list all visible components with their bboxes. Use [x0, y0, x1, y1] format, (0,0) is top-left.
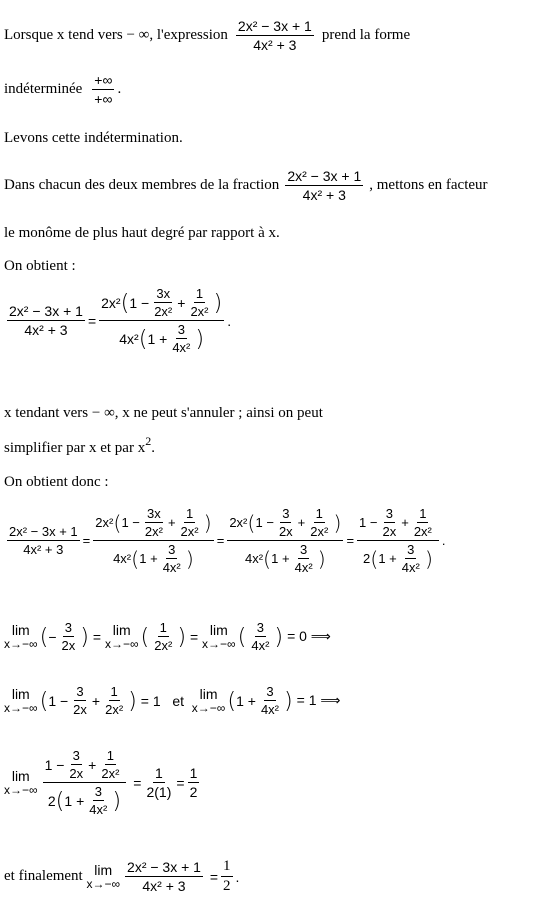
- final-text: et finalement: [4, 868, 83, 884]
- eq2-step3: [357, 506, 439, 575]
- lim-final: lim x→−∞: [86, 861, 121, 891]
- rhs-numerator: 2x² ( 1 − $\frac{3x}{\text{2x²}}$ + $\frac{1}{\text{2x²}}$ ): [101, 286, 223, 319]
- eq2-lhs: [7, 524, 80, 557]
- rhs-num-one-minus: 1 −: [129, 294, 150, 311]
- period: .: [227, 312, 232, 329]
- lim-3: lim x→−∞: [202, 621, 236, 651]
- indeterminate-line: [4, 72, 121, 107]
- indeterminate-text: indéterminée: [4, 81, 83, 97]
- obtain-therefore-text: On obtient donc :: [4, 474, 109, 490]
- infinity-fraction: [92, 72, 114, 107]
- one-and: = 1 et: [140, 692, 184, 709]
- eq2-step2: [227, 506, 343, 575]
- one-implies: = 1 ⟹: [296, 692, 341, 708]
- rhs-denominator: 4x² ( 1 + $\frac{3}{\text{4x²}}$ ): [119, 322, 205, 355]
- lim-5: lim x→−∞: [191, 685, 226, 715]
- fraction-repeat-numerator: 2x² − 3x + 1: [287, 168, 362, 184]
- rhs-den-prefix: 4x²: [119, 330, 139, 347]
- zero-implies: = 0 ⟹: [287, 628, 331, 644]
- paragraph-lift: Levons cette indétermination.: [4, 130, 183, 146]
- simplify-text: simplifier par x et par x: [4, 440, 146, 456]
- factor-line: [4, 168, 488, 203]
- square-exponent: 2: [145, 433, 152, 448]
- eq2-step2-num: 2x² ( 1 − $\frac{3}{2x}$ + $\frac{1}{\text{2x²}}$ ): [229, 506, 342, 539]
- monomial-text: le monôme de plus haut degré par rapport à x.: [4, 225, 280, 241]
- simplified-equation: $\frac{\text{2x² − 3x + 1}}{\text{4x² + 3}}$ = 2x² ( 1 − $\frac{3x}{\text{2x²}}$ + $\frac{1}{\text{2x²}}$ ) 4x² ( 1 + $\frac{3}{\text{4x²}}$ ) = 2x² ( 1 − $\frac{3}{2x}$ + $\frac{1}{\text{2x²}}$ ) 4x² ( 1 + $\frac{3}{\text{4x²}}$ ) = 1 − $\frac{3}{2x}$ + $\frac{1}{\text{2x²}}$ 2 ( 1 + $\frac{3}{\text{4x²}}$ ) .: [9, 506, 446, 575]
- rhs-den-one-plus: 1 +: [147, 330, 168, 347]
- main-fraction-numerator: 2x² − 3x + 1: [237, 18, 312, 34]
- eq2-step1-num: 2x² ( 1 − $\frac{3x}{\text{2x²}}$ + $\frac{1}{\text{2x²}}$ ): [95, 506, 212, 539]
- lim-6: lim x→−∞: [4, 767, 38, 797]
- tending-text: x tendant vers − ∞, x ne peut s'annuler ; ainsi on peut: [4, 405, 323, 421]
- simplify-line: simplifier par x et par $x^2$.: [4, 433, 155, 456]
- plus-sign: +: [177, 294, 186, 311]
- eq2-step1-den: 4x² ( 1 + $\frac{3}{\text{4x²}}$ ): [113, 542, 194, 575]
- intro-line: [4, 18, 410, 53]
- frac-1-num: 1: [195, 286, 204, 301]
- frac-3x-num: 3x: [156, 286, 171, 301]
- one-half: $\frac{1}{2}$: [189, 765, 198, 800]
- eq2-lhs-den: 4x² + 3: [23, 542, 64, 557]
- infinity-numerator: +∞: [94, 72, 113, 88]
- eq2-step3-num: 1 − $\frac{3}{2x}$ + $\frac{1}{\text{2x²}}$: [357, 506, 439, 541]
- period: .: [117, 81, 122, 97]
- final-math: lim x→−∞ $\frac{\text{2x² − 3x + 1}}{\text{4x² + 3}}$ = $\frac{1}{2}$ .: [86, 858, 240, 894]
- obtain-text: On obtient :: [4, 258, 76, 274]
- frac-3-den: 4x²: [172, 340, 191, 355]
- intro-end-text: prend la forme: [321, 27, 411, 43]
- eq2-lhs-num: 2x² − 3x + 1: [9, 524, 78, 539]
- eq2-step3-den: 2 ( 1 + $\frac{3}{\text{4x²}}$ ): [362, 542, 433, 575]
- factored-equation: [4, 286, 231, 355]
- limits-zero-line: lim x→−∞ ( − $\frac{3}{2x}$ ) = lim x→−∞ ( $\frac{1}{\text{2x²}}$ ) = lim x→−∞ ( $\frac{3}{\text{4x²}}$ ) = 0 ⟹: [4, 620, 331, 653]
- frac-3x-den: 2x²: [154, 304, 173, 319]
- one-over-two-one: $\frac{1}{2(1)}$: [146, 765, 172, 800]
- big-fraction: 1 − $\frac{3}{2x}$ + $\frac{1}{\text{2x²}}$ 2 ( 1 + $\frac{3}{\text{4x²}}$ ): [43, 748, 127, 817]
- fraction-repeat-denominator: 4x² + 3: [302, 187, 346, 203]
- intro-minus-infinity: − ∞, l'expression: [126, 27, 228, 43]
- lim-1: lim x→−∞: [4, 621, 38, 651]
- equals-sign: =: [87, 312, 97, 329]
- limit-result-line: lim x→−∞ 1 − $\frac{3}{2x}$ + $\frac{1}{\text{2x²}}$ 2 ( 1 + $\frac{3}{\text{4x²}}$ ) = $\frac{1}{2(1)}$ = $\frac{1}{2}$: [4, 748, 198, 817]
- lhs-denominator: 4x² + 3: [24, 322, 68, 338]
- lhs-fraction: [7, 303, 85, 338]
- fraction-repeat: [285, 168, 363, 203]
- frac-3-num: 3: [177, 322, 185, 337]
- eq2-step1: [93, 506, 213, 575]
- factor-end-text: , mettons en facteur: [369, 177, 488, 193]
- eq2-step2-den: 4x² ( 1 + $\frac{3}{\text{4x²}}$ ): [244, 542, 326, 575]
- rhs-fraction: [99, 286, 224, 355]
- main-fraction: [236, 18, 314, 53]
- lhs-numerator: 2x² − 3x + 1: [9, 303, 83, 319]
- final-line: [4, 858, 239, 895]
- rhs-num-prefix: 2x²: [101, 294, 121, 311]
- limits-one-line: lim x→−∞ ( 1 − $\frac{3}{2x}$ + $\frac{1}{\text{2x²}}$ ) = 1 et lim x→−∞ ( 1 + $\frac{3}{\text{4x²}}$ ) = 1 ⟹: [4, 684, 341, 717]
- lim-4: lim x→−∞: [4, 685, 38, 715]
- intro-text: Lorsque x tend vers: [4, 27, 123, 43]
- lim-2: lim x→−∞: [104, 621, 139, 651]
- main-fraction-denominator: 4x² + 3: [253, 37, 297, 53]
- frac-1-den: 2x²: [190, 304, 209, 319]
- infinity-denominator: +∞: [94, 91, 113, 107]
- factor-text: Dans chacun des deux membres de la fraction: [4, 177, 280, 193]
